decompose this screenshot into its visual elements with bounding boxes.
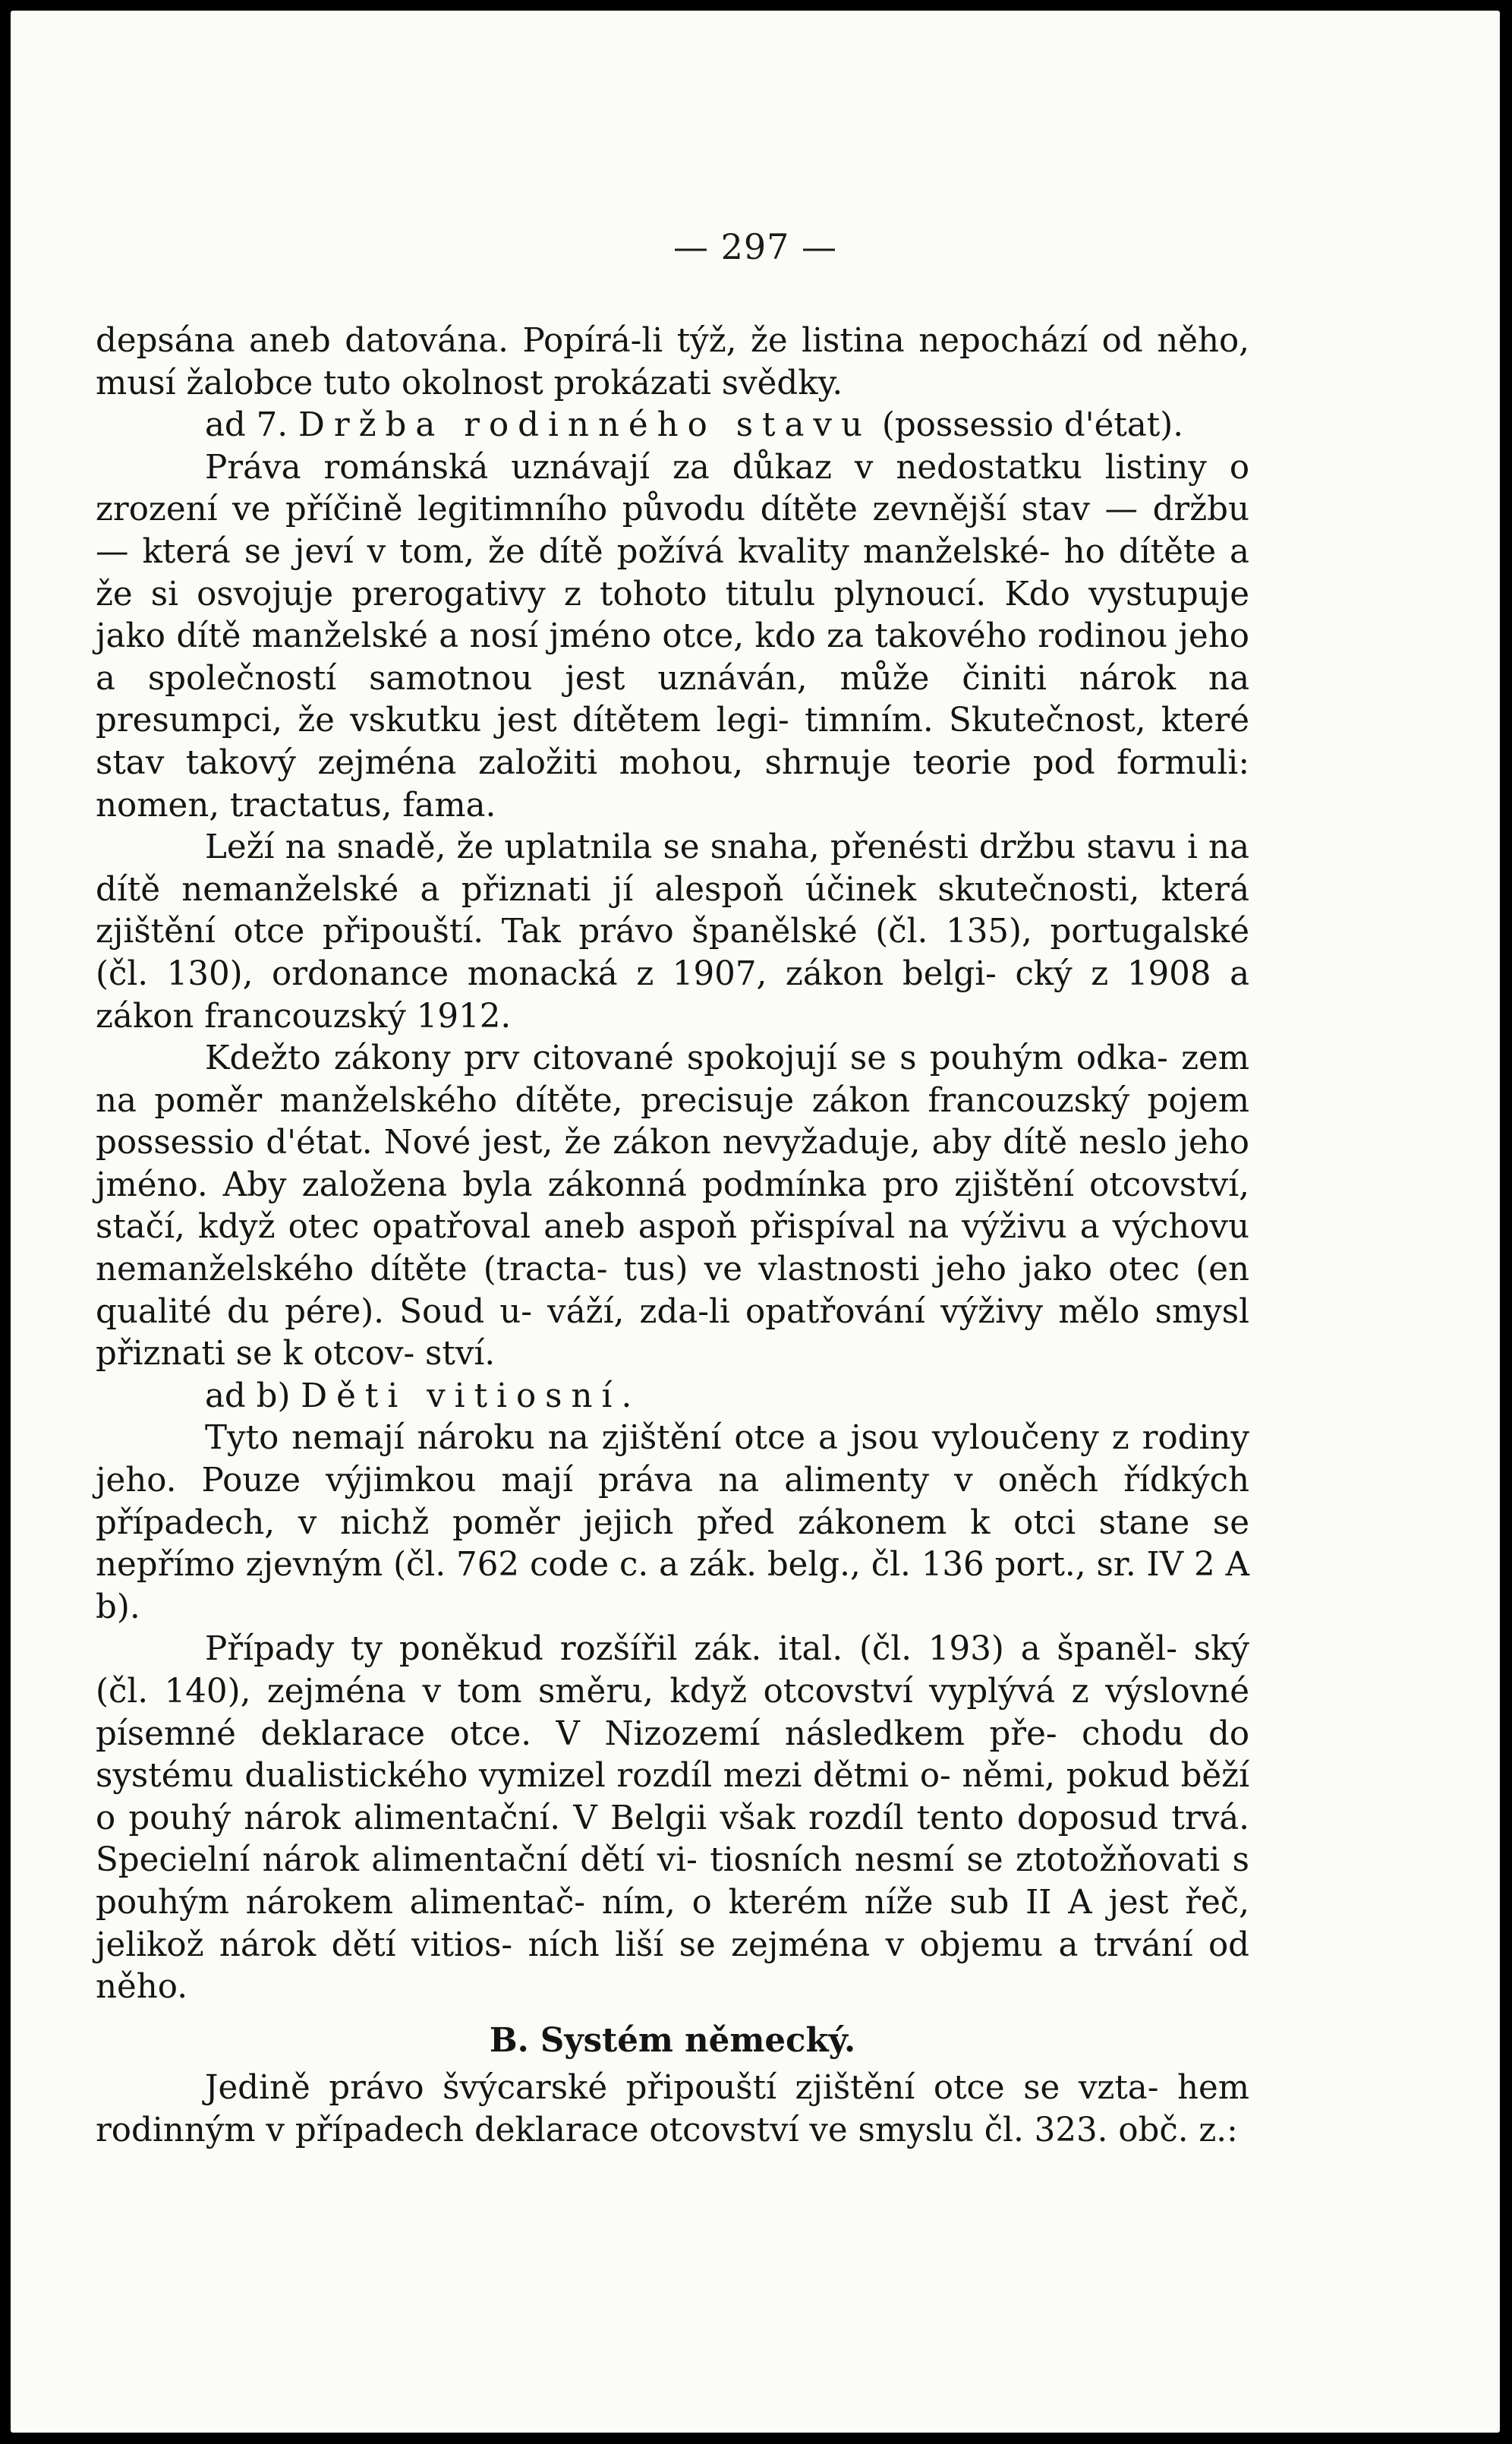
text-line: ním, o kterém níže sub II A jest řeč, jelikož nárok dětí vitios- [96, 1883, 1250, 1964]
section-prefix: ad b) [205, 1377, 301, 1415]
text-line: shrnuje teorie pod formuli: nomen, tractatus, fama. [96, 743, 1250, 825]
text-line: tus) ve vlastnosti jeho jako otec (en qualité du pére). Soud u- [96, 1250, 1250, 1331]
paragraph-7 [96, 1418, 1249, 1629]
text-line: timním. Skutečnost, které stav takový zejména založiti mohou, [96, 702, 1250, 782]
paragraph-3 [96, 447, 1249, 827]
text-line: cký z 1908 a zákon francouzský 1912. [96, 954, 1250, 1036]
text-line: Jedině právo švýcarské připouští zjištění otce se vzta- [205, 2069, 1159, 2108]
text-line: o zrození ve příčině legitimního původu dítěte zevnější stav — [96, 448, 1250, 529]
section-prefix: ad 7. [205, 406, 298, 445]
text-line: chodu do systému dualistického vymizel rozdíl mezi dětmi o- [96, 1714, 1250, 1796]
section-title-spaced: Děti vitiosní [301, 1377, 622, 1415]
body-text [96, 320, 1249, 2152]
text-line: Leží na snadě, že uplatnila se snaha, přenésti držbu stavu [205, 828, 1177, 867]
text-line: ho dítěte a že si osvojuje prerogativy z tohoto titulu plynoucí. [96, 532, 1249, 613]
text-line: tiosních nesmí se ztotožňovati s pouhým nárokem alimentač- [96, 1841, 1249, 1922]
text-line: němi, pokud běží o pouhý nárok alimentační. V Belgii však [96, 1757, 1249, 1837]
text-line: depsána aneb datována. Popírá-li týž, že listina nepochází od [96, 322, 1143, 360]
text-line: port., sr. IV 2 A b). [96, 1546, 1249, 1626]
section-ad-7 [96, 405, 1249, 447]
text-line: portugalské (čl. 130), ordonance monacká z 1907, zákon belgi- [96, 913, 1249, 993]
paragraph-4 [96, 827, 1249, 1038]
text-line: která zjištění otce připouští. Tak právo španělské (čl. 135), [96, 870, 1249, 951]
text-line: takového rodinou jeho a společností samotnou jest uznáván, [96, 617, 1249, 698]
text-line: může činiti nárok na presumpci, že vskutku jest dítětem legi- [96, 659, 1250, 740]
text-line: Případy ty poněkud rozšířil zák. ital. (čl. 193) a španěl- [205, 1630, 1177, 1669]
text-line: výslovné písemné deklarace otce. V Nizozemí následkem pře- [96, 1673, 1249, 1753]
section-ad-b [96, 1376, 1249, 1418]
text-line: něho, musí žalobce tuto okolnost prokázati svědky. [96, 322, 1250, 402]
section-suffix: . [621, 1377, 632, 1415]
text-line: i na dítě nemanželské a přiznati jí alespoň účinek skutečnosti, [96, 828, 1249, 909]
text-line: ství. [425, 1335, 496, 1373]
text-line: přispíval na výživu a výchovu nemanželského dítěte (tracta- [96, 1208, 1249, 1289]
text-line: stane se nepřímo zjevným (čl. 762 code c. a zák. belg., čl. 136 [96, 1503, 1249, 1585]
text-line: rodiny jeho. Pouze výjimkou mají práva na alimenty v oněch [96, 1419, 1250, 1500]
page-number: — 297 — [673, 226, 838, 267]
text-line: hem rodinným v případech deklarace otcovství ve smyslu čl. [96, 2069, 1250, 2149]
section-title-spaced: Držba rodinného stavu [298, 406, 872, 445]
text-line: dítě neslo jeho jméno. Aby založena byla zákonná podmínka [96, 1124, 1249, 1204]
text-line: Kdo vystupuje jako dítě manželské a nosí jméno otce, kdo za [96, 575, 1250, 656]
section-suffix: (possessio d'état). [871, 406, 1184, 445]
text-line: 323. obč. z.: [1034, 2111, 1238, 2149]
paragraph-1 [96, 320, 1249, 405]
section-heading: B. Systém německý. [489, 2020, 856, 2060]
text-line: rozdíl tento doposud trvá. Specielní nárok alimentační dětí vi- [96, 1799, 1249, 1880]
book-page [11, 11, 1500, 2433]
text-line: Tyto nemají nároku na zjištění otce a jsou vyloučeny z [205, 1419, 1129, 1458]
paragraph-5 [96, 1038, 1249, 1376]
paragraph-8 [96, 1629, 1249, 2008]
text-line: ský (čl. 140), zejména v tom směru, když otcovství vyplývá z [96, 1630, 1250, 1711]
text-line: Práva románská uznávají za důkaz v nedostatku listiny [205, 448, 1207, 487]
text-line: Kdežto zákony prv citované spokojují se s pouhým odka- [205, 1039, 1168, 1078]
text-line: ních liší se zejména v objemu a trvání od něho. [96, 1925, 1250, 2007]
text-line: držbu — která se jeví v tom, že dítě požívá kvality manželské- [96, 490, 1249, 571]
text-line: pro zjištění otcovství, stačí, když otec opatřoval aneb aspoň [96, 1165, 1249, 1247]
text-line: váží, zda-li opatřování výživy mělo smysl přiznati se k otcov- [96, 1292, 1249, 1373]
text-line: pojem possessio d'état. Nové jest, že zákon nevyžaduje, aby [96, 1081, 1250, 1162]
paragraph-10 [96, 2067, 1249, 2152]
text-line: řídkých případech, v nichž poměr jejich před zákonem k otci [96, 1462, 1249, 1542]
text-line: zem na poměr manželského dítěte, precisuje zákon francouzský [96, 1039, 1249, 1120]
